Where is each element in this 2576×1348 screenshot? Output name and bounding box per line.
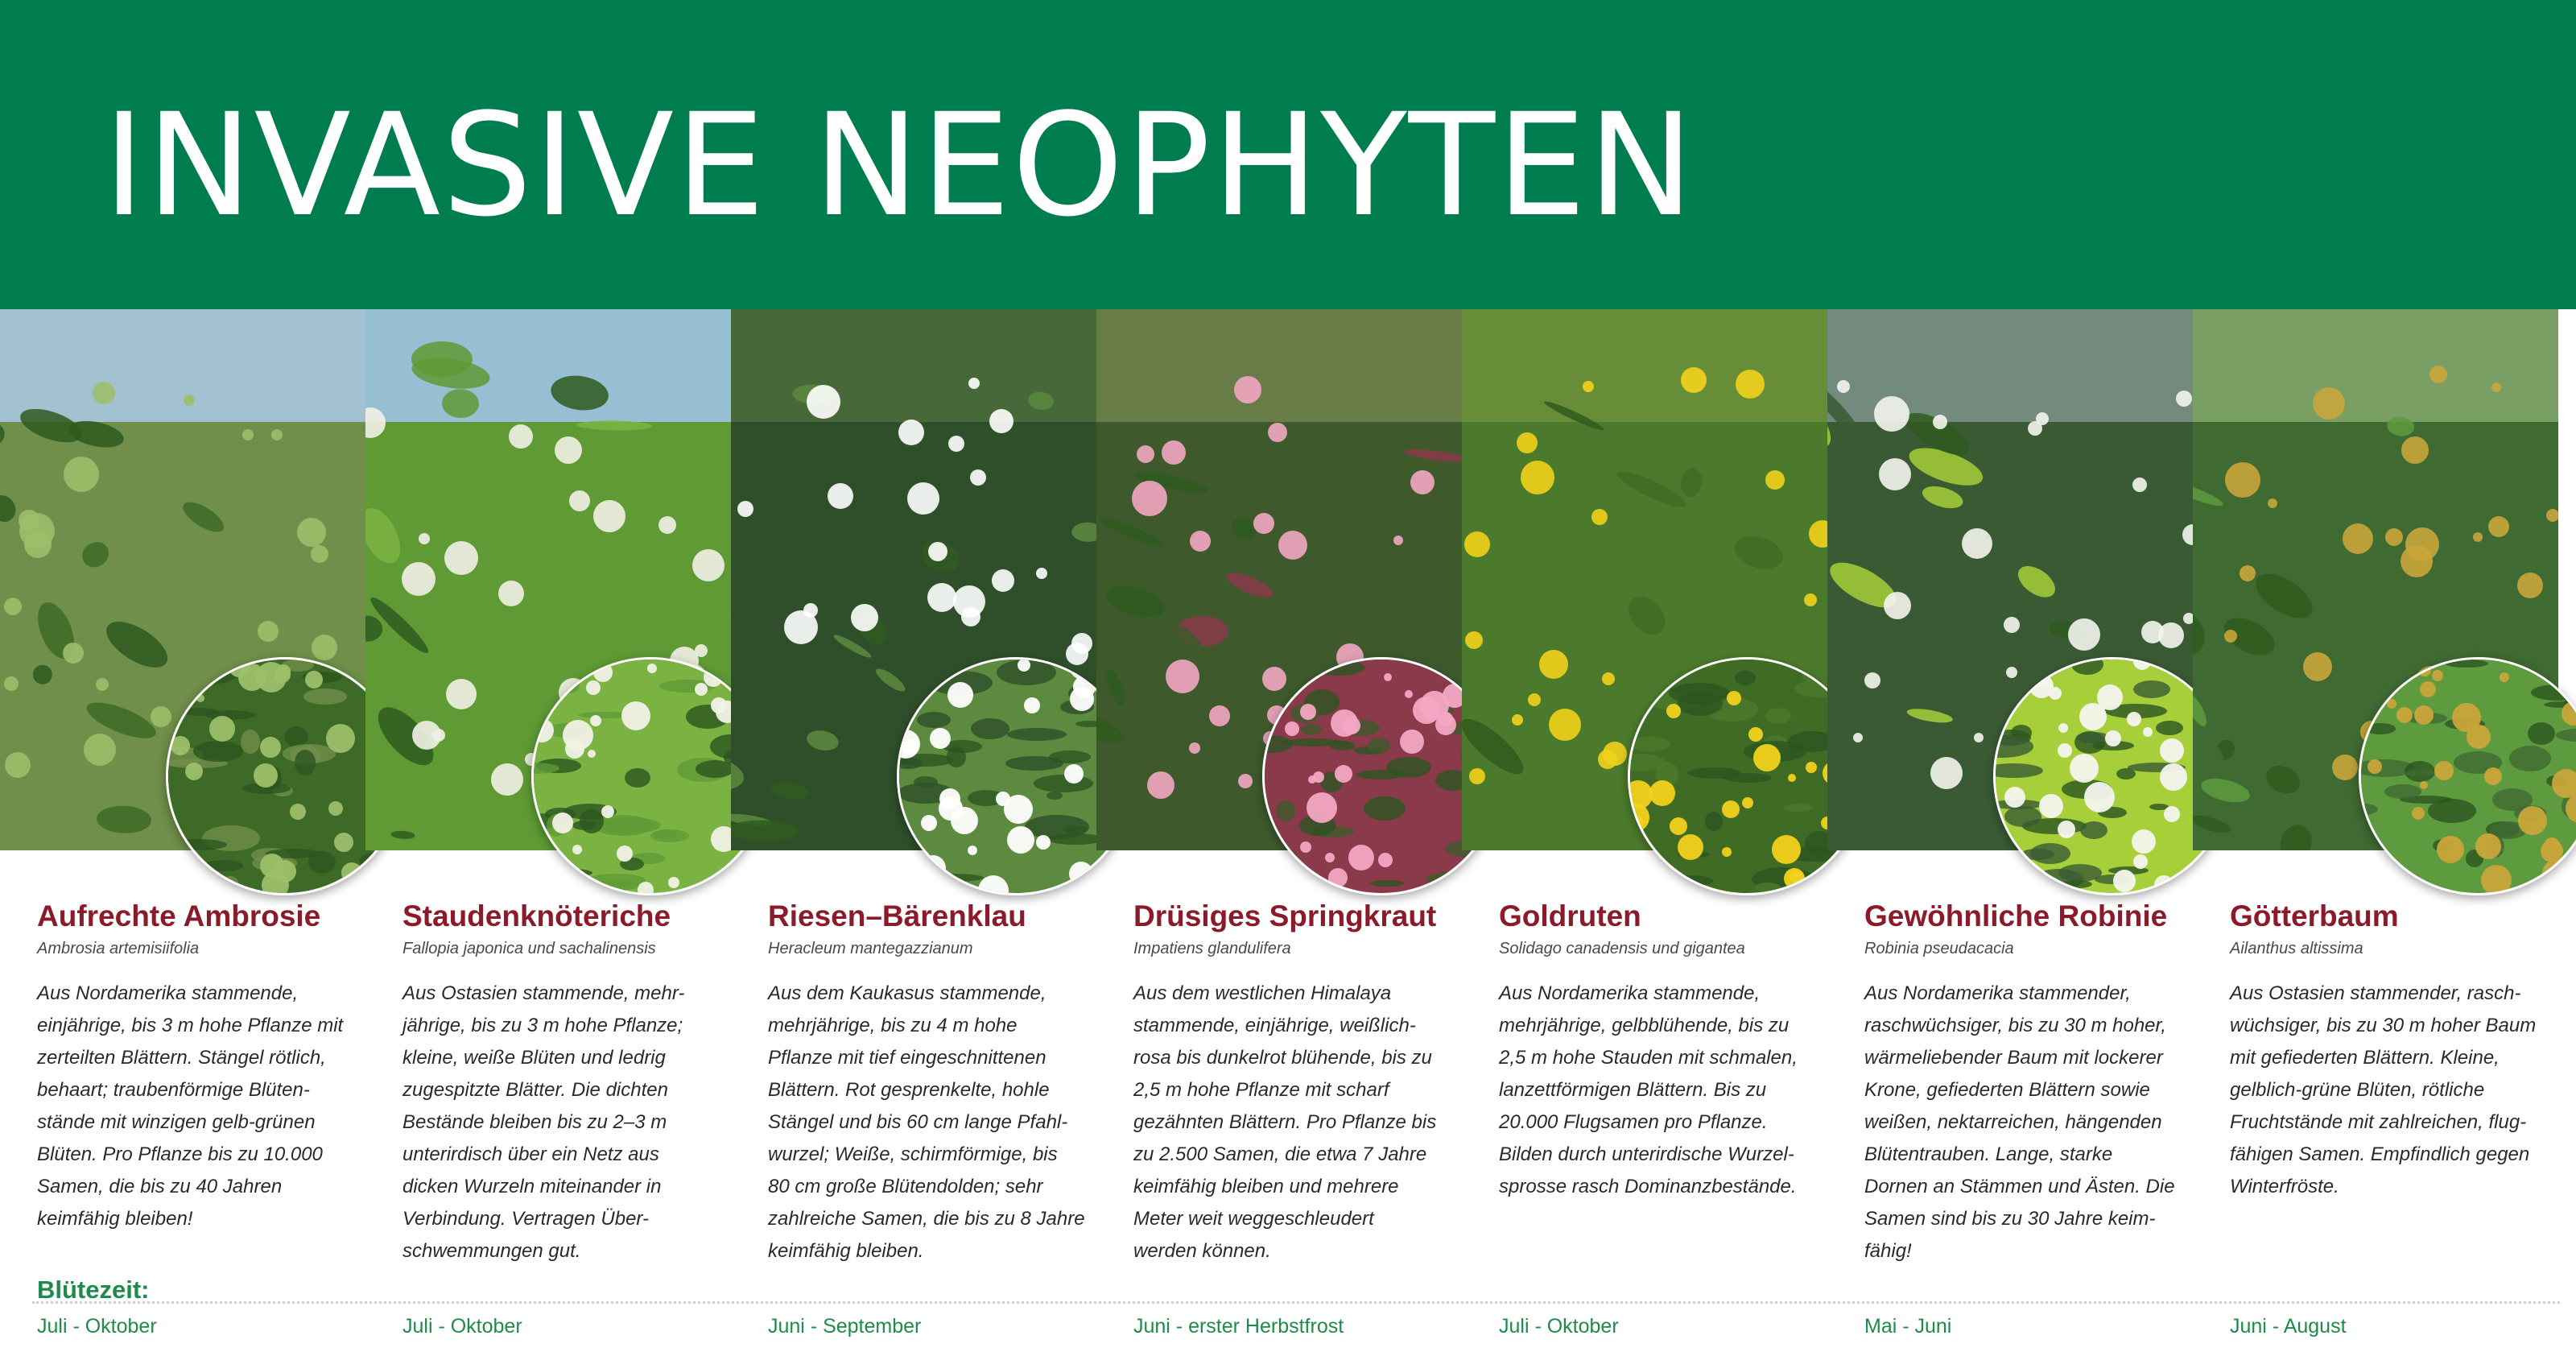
title-banner bbox=[0, 0, 2576, 309]
plant-column bbox=[1827, 309, 2193, 1348]
plant-description: Aus dem Kaukasus stammende, mehrjährige, bis zu 4 m hohe Pflanze mit tief eingeschnittenen Blättern. Rot gesprenkelte, hohle Stängel und bis 60 cm lange Pfahl- wurzel; Weiße, schirmförmige, bis 80 cm große Blütendolden; sehr zahlreiche Samen, die bis zu 8 Jahre keimfähig bleiben. bbox=[768, 982, 1085, 1262]
plant-column bbox=[731, 309, 1096, 1348]
bloom-period: Juli - Oktober bbox=[402, 1315, 522, 1338]
plant-column bbox=[1462, 309, 1827, 1348]
bluetezeit-label: Blütezeit: bbox=[37, 1276, 150, 1304]
bloom-period: Juni - September bbox=[768, 1315, 922, 1338]
bloom-period: Juli - Oktober bbox=[1499, 1315, 1619, 1338]
plant-name: Drüsiges Springkraut bbox=[1133, 899, 1437, 932]
bloom-period: Juni - August bbox=[2230, 1315, 2347, 1338]
plant-description: Aus Nordamerika stammende, einjährige, bis 3 m hohe Pflanze mit zerteilten Blättern. Stängel rötlich, behaart; traubenförmige Blüten- stände mit winzigen gelb-grünen Blüten. Pro Pflanze bis zu 10.000 Samen, die bis zu 40 Jahren keimfähig bleiben! bbox=[37, 982, 344, 1230]
plant-column bbox=[365, 309, 731, 1348]
plant-name: Aufrechte Ambrosie bbox=[37, 899, 321, 932]
plant-name: Götterbaum bbox=[2230, 899, 2399, 932]
plant-name: Gewöhnliche Robinie bbox=[1864, 899, 2168, 932]
plant-latin-name: Robinia pseudacacia bbox=[1864, 940, 2014, 957]
page-title: INVASIVE NEOPHYTEN bbox=[103, 83, 1696, 248]
plant-name: Goldruten bbox=[1499, 899, 1641, 932]
plant-column bbox=[1096, 309, 1462, 1348]
plant-latin-name: Impatiens glandulifera bbox=[1133, 940, 1291, 957]
plant-latin-name: Heracleum mantegazzianum bbox=[768, 940, 973, 957]
plant-latin-name: Ailanthus altissima bbox=[2230, 940, 2363, 957]
plant-latin-name: Solidago canadensis und gigantea bbox=[1499, 940, 1745, 957]
bloom-period: Juli - Oktober bbox=[37, 1315, 157, 1338]
plant-latin-name: Fallopia japonica und sachalinensis bbox=[402, 940, 656, 957]
plant-description: Aus Nordamerika stammender, raschwüchsiger, bis zu 30 m hoher, wärmeliebender Baum mit lockerer Krone, gefiederten Blättern sowie weißen, nektarreichen, hängenden Blütentrauben. Lange, starke Dornen an Stämmen und Ästen. Die Samen sind bis zu 30 Jahre keim- fähig! bbox=[1864, 982, 2175, 1262]
plant-description: Aus dem westlichen Himalaya stammende, einjährige, weißlich- rosa bis dunkelrot blühende, bis zu 2,5 m hohe Pflanze mit scharf gezähnten Blättern. Pro Pflanze bis zu 2.500 Samen, die etwa 7 Jahre keimfähig bleiben und mehrere Meter weit weggeschleudert werden können. bbox=[1133, 982, 1437, 1262]
plant-name: Staudenknöteriche bbox=[402, 899, 671, 932]
plant-description: Aus Nordamerika stammende, mehrjährige, gelbblühende, bis zu 2,5 m hohe Stauden mit schmalen, lanzettförmigen Blättern. Bis zu 20.000 Flugsamen pro Pflanze. Bilden durch unterirdische Wurzel- sprosse rasch Dominanzbestände. bbox=[1499, 982, 1798, 1197]
bloom-period: Juni - erster Herbstfrost bbox=[1133, 1315, 1344, 1338]
plant-latin-name: Ambrosia artemisiifolia bbox=[37, 940, 200, 957]
dotted-divider bbox=[32, 1301, 2560, 1304]
plant-description: Aus Ostasien stammender, rasch- wüchsiger, bis zu 30 m hoher Baum mit gefiederten Blättern. Kleine, gelblich-grüne Blüten, rötliche Fruchtstände mit zahlreichen, flug- fähigen Samen. Empfindlich gegen Winterfröste. bbox=[2230, 982, 2537, 1197]
bloom-period: Mai - Juni bbox=[1864, 1315, 1952, 1338]
plant-name: Riesen–Bärenklau bbox=[768, 899, 1026, 932]
plant-column bbox=[0, 309, 365, 1348]
plant-column bbox=[2193, 309, 2558, 1348]
plant-description: Aus Ostasien stammende, mehr- jährige, bis zu 3 m hohe Pflanze; kleine, weiße Blüten und ledrig zugespitzte Blätter. Die dichten Bestände bleiben bis zu 2–3 m unterirdisch über ein Netz aus dicken Wurzeln miteinander in Verbindung. Vertragen Über- schwemmungen gut. bbox=[402, 982, 685, 1262]
plant-closeup-photo bbox=[2359, 657, 2576, 895]
